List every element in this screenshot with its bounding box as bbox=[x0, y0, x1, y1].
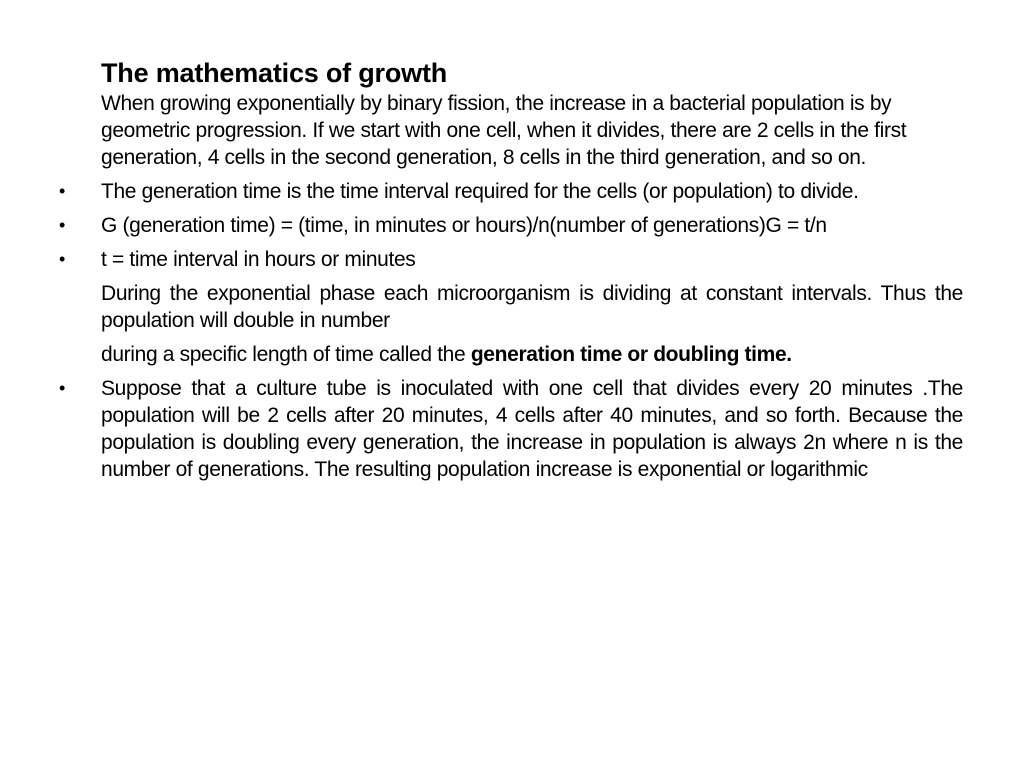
bullet-marker: • bbox=[59, 378, 66, 398]
slide-content bbox=[59, 56, 963, 483]
bullet-marker: • bbox=[59, 249, 66, 269]
bullet-text: G (generation time) = (time, in minutes or hours)/n(number of generations)G = t/n bbox=[101, 214, 827, 237]
bullet-text: Suppose that a culture tube is inoculated with one cell that divides every 20 minutes .The population will be 2 cells after 20 minutes, 4 cells after 40 minutes, and so forth. Because the population is doubling every generation, the increase in population is always 2n where n is the number of generations. The resulting population increase is exponential or logarithmic bbox=[101, 377, 963, 481]
bullet-marker: • bbox=[59, 215, 66, 235]
bullet-item-generation-time bbox=[59, 178, 963, 205]
bullet-item-formula bbox=[59, 212, 963, 239]
slide-title: The mathematics of growth bbox=[101, 58, 448, 88]
generation-time-bold-term: generation time or doubling time. bbox=[470, 343, 792, 366]
bullet-item-time-interval bbox=[59, 246, 963, 273]
bullet-item-culture-tube bbox=[59, 375, 963, 483]
generation-time-paragraph bbox=[101, 341, 963, 368]
bullet-text: The generation time is the time interval required for the cells (or population) to divide. bbox=[101, 180, 859, 203]
bullet-marker: • bbox=[59, 181, 66, 201]
intro-paragraph: When growing exponentially by binary fission, the increase in a bacterial population is by geometric progression. If we start with one cell, when it divides, there are 2 cells in the first generation, 4 cells in the second generation, 8 cells in the third generation, and so on. bbox=[101, 92, 907, 169]
bullet-text: t = time interval in hours or minutes bbox=[101, 248, 416, 271]
exponential-phase-paragraph: During the exponential phase each microorganism is dividing at constant intervals. Thus the population will double in number bbox=[101, 282, 963, 332]
generation-time-prefix: during a specific length of time called the bbox=[101, 343, 471, 366]
